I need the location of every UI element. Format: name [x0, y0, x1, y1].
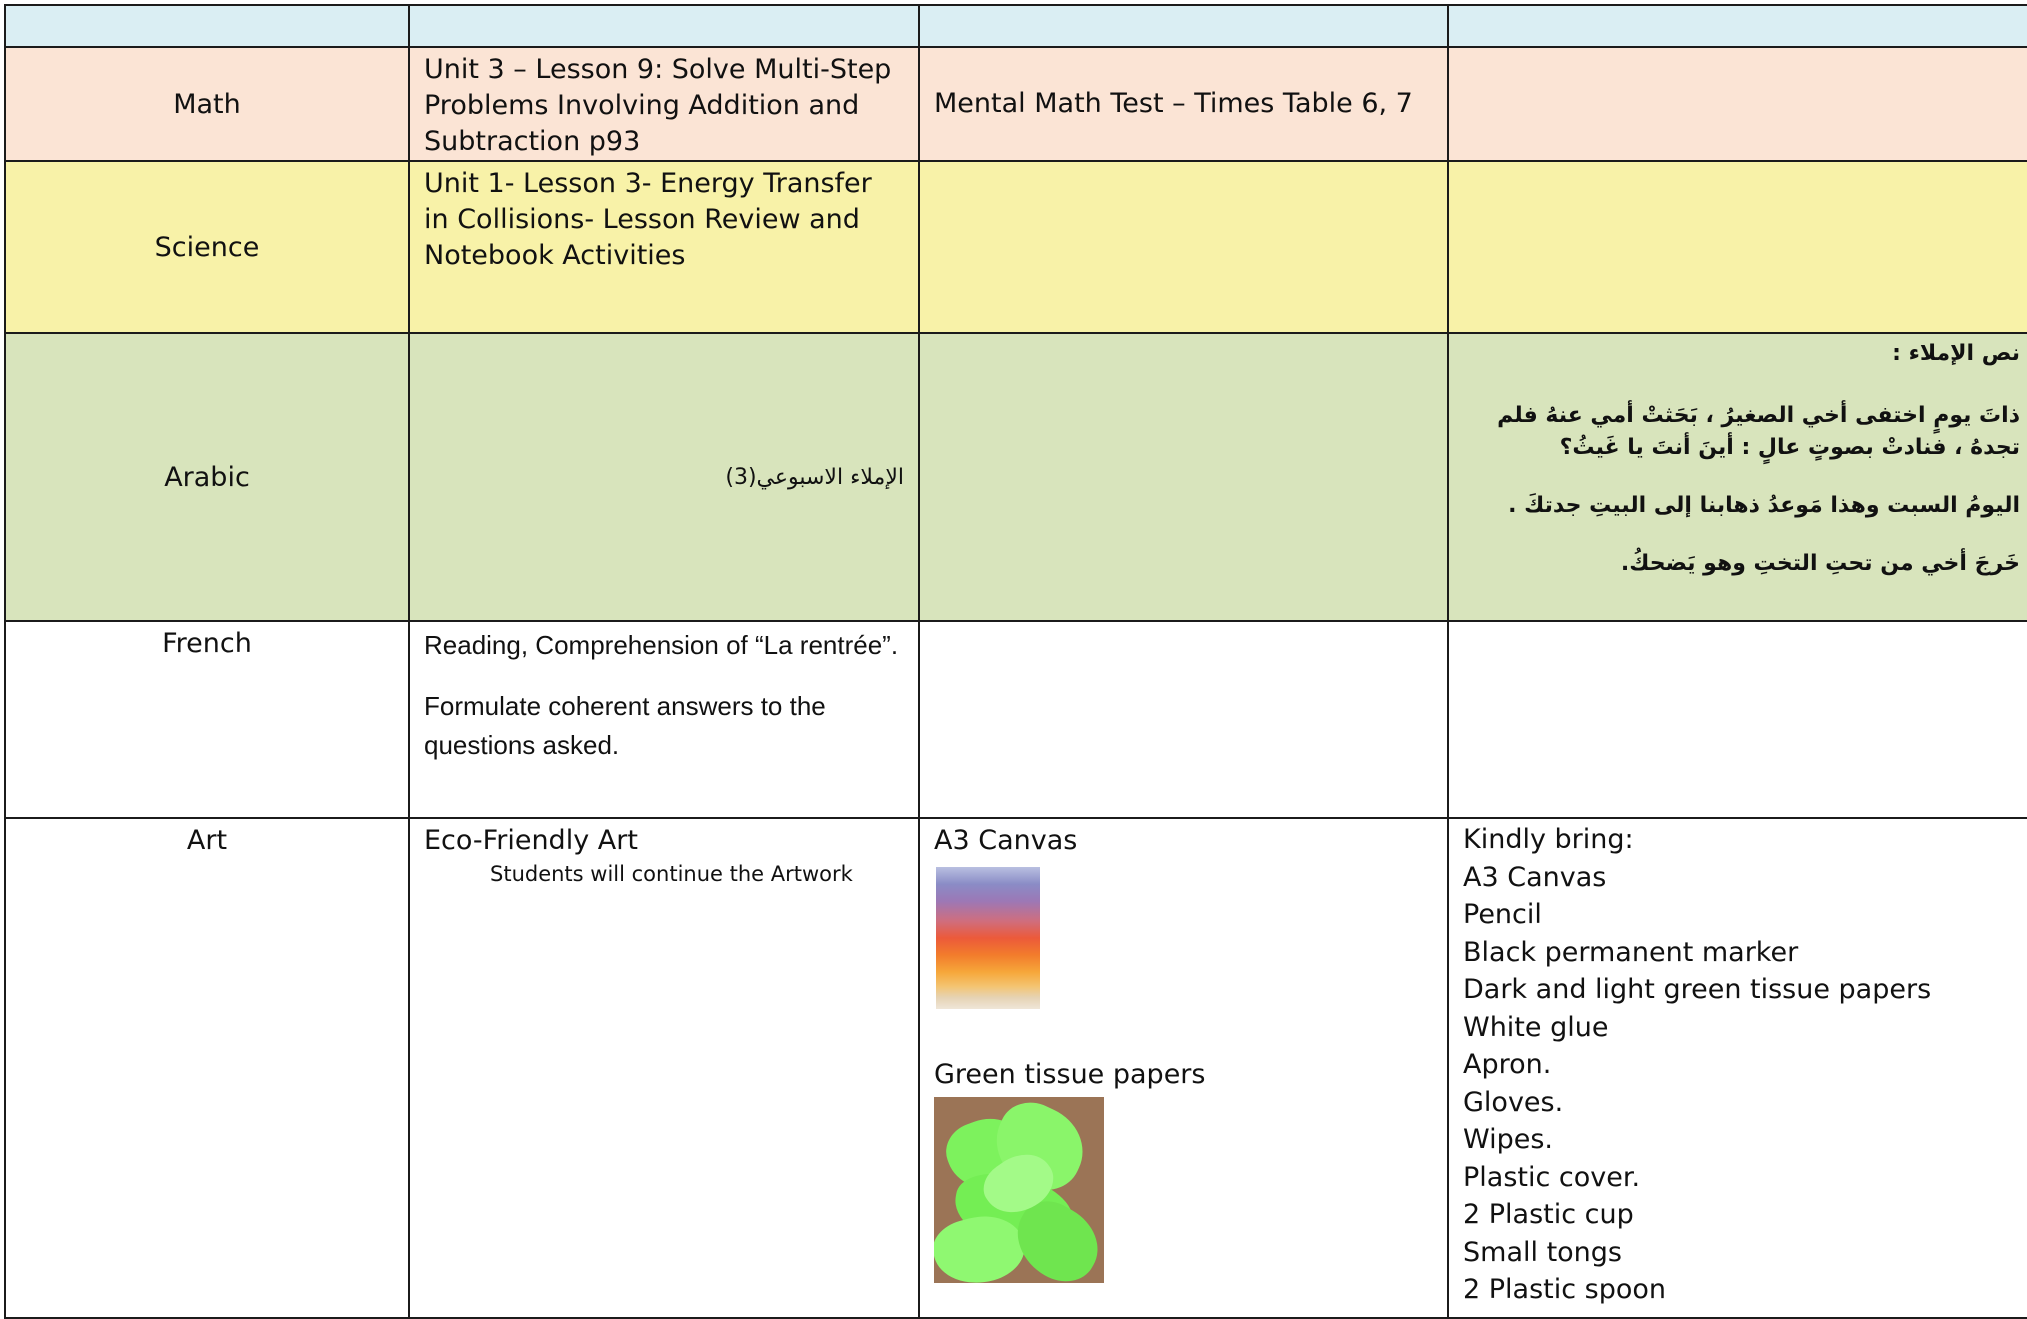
list-item: Black permanent marker: [1463, 936, 1799, 968]
header-cell-2: [409, 5, 919, 47]
art-lesson-subtitle: Students will continue the Artwork: [490, 862, 853, 886]
art-subject: Art: [5, 818, 409, 1318]
arabic-lesson: الإملاء الاسبوعي(3): [409, 333, 919, 621]
list-item: Wipes.: [1463, 1124, 1554, 1155]
list-item: Pencil: [1463, 899, 1542, 930]
arabic-dictation-line-3: خَرجَ أخي من تحتِ التختِ وهو يَضحكُ.: [1620, 551, 2020, 576]
list-item: Small tongs: [1463, 1236, 1622, 1268]
list-item: Dark and light green tissue papers: [1463, 974, 1932, 1005]
science-row: [5, 161, 2027, 333]
art-bring-list: [1448, 818, 2027, 1318]
arabic-dictation-line-1: ذاتَ يومٍ اختفى أخي الصغيرُ ، بَحَثتْ أمي عنهُ فلم تجدهُ ، فنادتْ بصوتٍ عالٍ : أينَ أنتَ يا غَيثُ؟: [1497, 403, 2020, 460]
canvas-sunset-image: [936, 867, 1040, 1009]
french-lesson-paragraph-2: Formulate coherent answers to the questions asked.: [424, 691, 826, 760]
header-cell-3: [919, 5, 1448, 47]
french-assessment: [919, 621, 1448, 818]
french-lesson-paragraph-1: Reading, Comprehension of “La rentrée”.: [424, 630, 899, 660]
header-cell-4: [1448, 5, 2027, 47]
science-notes: [1448, 161, 2027, 333]
art-lesson: [409, 818, 919, 1318]
arabic-assessment: [919, 333, 1448, 621]
french-row: [5, 621, 2027, 818]
science-lesson: Unit 1- Lesson 3- Energy Transfer in Collisions- Lesson Review and Notebook Activities: [409, 161, 919, 333]
french-lesson: [409, 621, 919, 818]
art-lesson-title: Eco-Friendly Art: [424, 825, 638, 856]
weekly-plan-table: [4, 4, 2027, 1319]
math-subject: Math: [5, 47, 409, 161]
green-tissue-paper-image: [934, 1097, 1104, 1283]
list-item: Gloves.: [1463, 1086, 1564, 1118]
arabic-dictation-title: نص الإملاء :: [1892, 341, 2020, 366]
list-item: Apron.: [1463, 1049, 1552, 1080]
french-notes: [1448, 621, 2027, 818]
math-assessment: Mental Math Test – Times Table 6, 7: [919, 47, 1448, 161]
list-item: 2 Plastic spoon: [1463, 1274, 1667, 1305]
arabic-dictation-line-2: اليومُ السبت وهذا مَوعدُ ذهابنا إلى البيتِ جدتكَ .: [1508, 493, 2020, 518]
math-lesson: Unit 3 – Lesson 9: Solve Multi-Step Problems Involving Addition and Subtraction p93: [409, 47, 919, 161]
arabic-dictation-text: [1448, 333, 2027, 621]
arabic-row: [5, 333, 2027, 621]
header-row: [5, 5, 2027, 47]
art-material-tissue-label: Green tissue papers: [934, 1059, 1206, 1090]
list-item: A3 Canvas: [1463, 861, 1607, 893]
math-notes: [1448, 47, 2027, 161]
math-row: [5, 47, 2027, 161]
list-item: Kindly bring:: [1463, 824, 1634, 855]
arabic-subject: Arabic: [5, 333, 409, 621]
art-row: [5, 818, 2027, 1318]
header-cell-1: [5, 5, 409, 47]
list-item: 2 Plastic cup: [1463, 1199, 1634, 1230]
list-item: Plastic cover.: [1463, 1161, 1641, 1193]
list-item: White glue: [1463, 1011, 1609, 1043]
art-materials: [919, 818, 1448, 1318]
science-subject: Science: [5, 161, 409, 333]
science-assessment: [919, 161, 1448, 333]
french-subject: French: [5, 621, 409, 818]
art-material-canvas-label: A3 Canvas: [934, 825, 1078, 856]
